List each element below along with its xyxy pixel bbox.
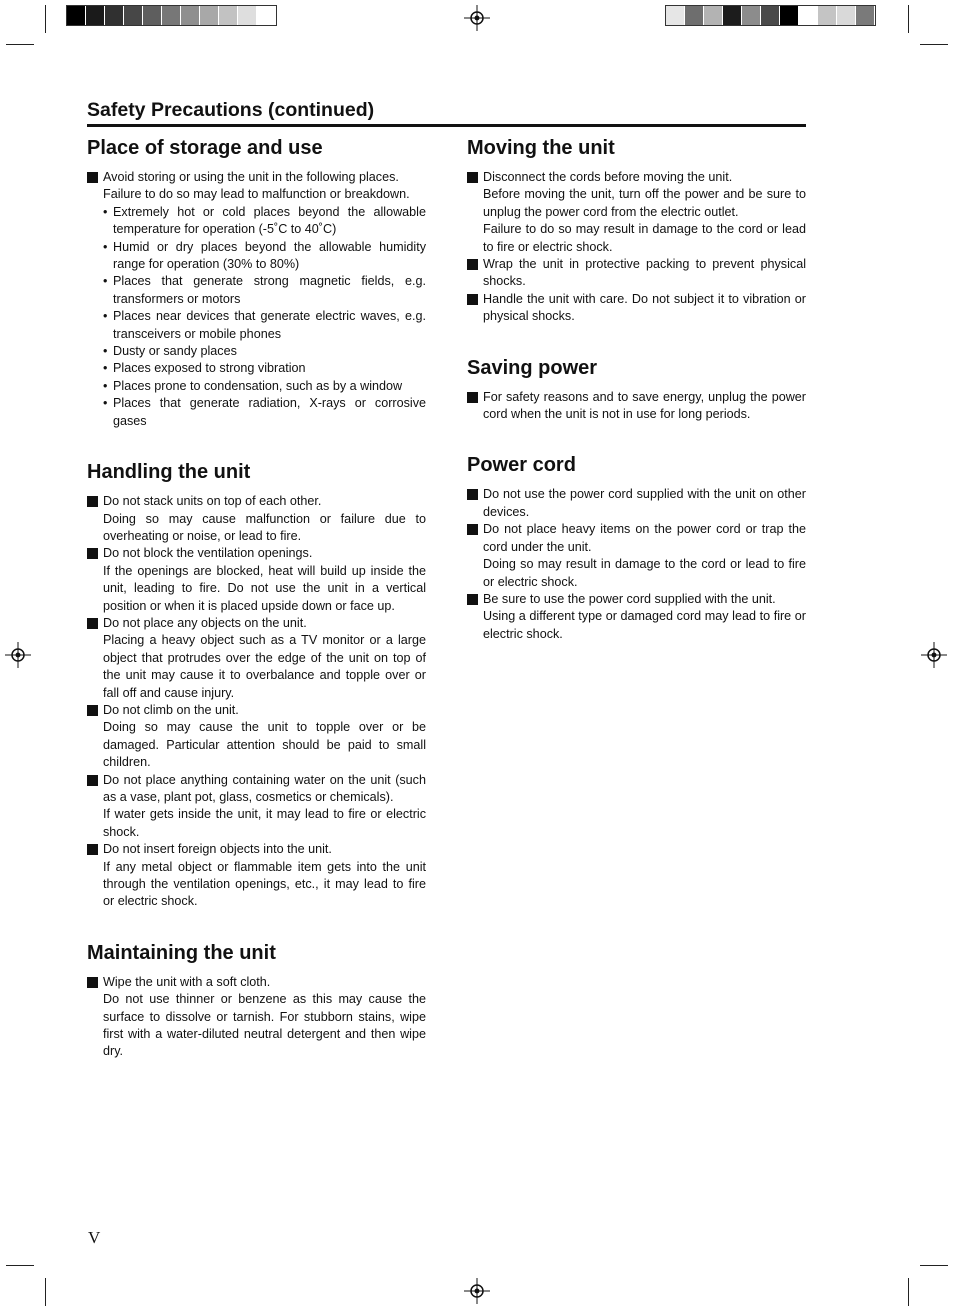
color-swatch [742, 6, 761, 25]
color-swatch [238, 6, 257, 25]
bullet-dot-icon: • [103, 361, 108, 376]
precaution-item [87, 841, 426, 911]
crop-mark [908, 1278, 909, 1306]
bullet-dot-icon: • [103, 274, 108, 289]
right-column [467, 136, 806, 673]
registration-mark-icon [920, 641, 948, 669]
crop-mark [6, 44, 34, 45]
list-item-text: Places prone to condensation, such as by a window [113, 378, 403, 393]
precaution-detail: Before moving the unit, turn off the power and be sure to unplug the power cord from the electric outlet. [483, 187, 806, 219]
precaution-lead: Do not place heavy items on the power cord or trap the cord under the unit. [483, 522, 806, 554]
color-calibration-strip-right [665, 5, 876, 26]
precaution-lead: Do not insert foreign objects into the unit. [103, 842, 332, 857]
precaution-item [87, 169, 426, 430]
list-item-text: Extremely hot or cold places beyond the allowable temperature for operation (-5˚C to 40˚C) [113, 204, 426, 237]
precaution-item [87, 772, 426, 842]
color-swatch [856, 6, 875, 25]
color-swatch [200, 6, 219, 25]
precaution-lead: Do not place anything containing water on the unit (such as a vase, plant pot, glass, cosmetics or chemicals). [103, 772, 426, 804]
registration-mark-icon [463, 1277, 491, 1305]
precaution-item [467, 521, 806, 591]
color-swatch [761, 6, 780, 25]
bullet-dot-icon: • [103, 239, 108, 254]
color-swatch [666, 6, 685, 25]
list-item [103, 204, 426, 239]
color-swatch [780, 6, 799, 25]
list-item [103, 343, 426, 360]
precaution-lead: Be sure to use the power cord supplied with the unit. [483, 591, 776, 606]
list-item [103, 239, 426, 274]
bullet-list [103, 204, 426, 430]
section-heading: Saving power [467, 356, 598, 379]
precaution-item [467, 291, 806, 326]
square-bullet-icon [467, 392, 478, 403]
precaution-detail: Failure to do so may result in damage to the cord or lead to fire or electric shock. [483, 222, 806, 254]
precaution-lead: For safety reasons and to save energy, unplug the power cord when the unit is not in use for long periods. [483, 389, 806, 422]
precaution-item [467, 591, 806, 643]
precaution-lead: Wrap the unit in protective packing to prevent physical shocks. [483, 257, 806, 289]
precaution-detail: Failure to do so may lead to malfunction or breakdown. [103, 187, 410, 202]
color-swatch [86, 6, 105, 25]
registration-mark-icon [4, 641, 32, 669]
precaution-item [87, 545, 426, 615]
section [87, 136, 426, 430]
color-swatch [799, 6, 818, 25]
section-heading: Handling the unit [87, 461, 251, 484]
precaution-lead: Do not place any objects on the unit. [103, 615, 307, 630]
crop-mark [45, 1278, 46, 1306]
section-heading: Place of storage and use [87, 137, 323, 159]
square-bullet-icon [467, 524, 478, 535]
color-swatch [704, 6, 723, 25]
crop-mark [908, 5, 909, 33]
registration-mark-icon [463, 4, 491, 32]
color-swatch [837, 6, 856, 25]
color-swatch [162, 6, 181, 25]
section-heading: Power cord [467, 454, 576, 477]
precaution-lead: Wipe the unit with a soft cloth. [103, 974, 271, 989]
list-item-text: Places that generate strong magnetic fields, e.g. transformers or motors [113, 274, 426, 306]
bullet-dot-icon: • [103, 309, 108, 324]
list-item-text: Humid or dry places beyond the allowable humidity range for operation (30% to 80%) [113, 239, 426, 272]
color-swatch [124, 6, 143, 25]
page-title: Safety Precautions (continued) [87, 99, 806, 127]
color-swatch [818, 6, 837, 25]
square-bullet-icon [87, 705, 98, 716]
section [467, 136, 806, 326]
precaution-lead: Do not climb on the unit. [103, 702, 239, 717]
bullet-dot-icon: • [103, 344, 108, 359]
color-swatch [105, 6, 124, 25]
crop-mark [920, 44, 948, 45]
precaution-item [467, 486, 806, 521]
precaution-item [467, 169, 806, 256]
precaution-item [87, 493, 426, 545]
section [467, 453, 806, 643]
precaution-detail: If water gets inside the unit, it may lead to fire or electric shock. [103, 807, 426, 839]
color-swatch [67, 6, 86, 25]
square-bullet-icon [87, 977, 98, 988]
left-column [87, 136, 426, 1091]
list-item [103, 308, 426, 343]
precaution-detail: Using a different type or damaged cord may lead to fire or electric shock. [483, 609, 806, 641]
color-swatch [143, 6, 162, 25]
page-number: V [88, 1228, 101, 1247]
bullet-dot-icon: • [103, 378, 108, 393]
precaution-detail: Doing so may cause the unit to topple over or be damaged. Particular attention should be paid to small children. [103, 720, 426, 770]
color-swatch [219, 6, 238, 25]
list-item-text: Places near devices that generate electric waves, e.g. transceivers or mobile phones [113, 309, 426, 341]
precaution-item [87, 974, 426, 1061]
list-item [103, 395, 426, 430]
square-bullet-icon [87, 172, 98, 183]
color-swatch [723, 6, 742, 25]
precaution-item [467, 389, 806, 424]
section [467, 356, 806, 424]
list-item [103, 360, 426, 377]
square-bullet-icon [87, 496, 98, 507]
precaution-lead: Handle the unit with care. Do not subject it to vibration or physical shocks. [483, 291, 806, 324]
precaution-lead: Avoid storing or using the unit in the following places. [103, 170, 399, 184]
precaution-lead: Do not block the ventilation openings. [103, 546, 313, 561]
bullet-dot-icon: • [103, 396, 108, 411]
section-heading: Moving the unit [467, 137, 615, 159]
precaution-item [87, 702, 426, 772]
precaution-detail: Placing a heavy object such as a TV monitor or a large object that protrudes over the edge of the unit on top of the unit may cause it to overbalance and topple over or fall off and cause injury. [103, 633, 426, 700]
color-swatch [181, 6, 200, 25]
list-item-text: Dusty or sandy places [113, 344, 237, 359]
section-heading: Maintaining the unit [87, 941, 276, 964]
precaution-detail: Doing so may result in damage to the cord or lead to fire or electric shock. [483, 557, 806, 589]
list-item [103, 273, 426, 308]
bullet-dot-icon: • [103, 204, 108, 219]
square-bullet-icon [87, 775, 98, 786]
precaution-detail: Do not use thinner or benzene as this may cause the surface to dissolve or tarnish. For stubborn stains, wipe first with a water-diluted neutral detergent and then wipe dry. [103, 992, 426, 1059]
list-item-text: Places that generate radiation, X-rays or corrosive gases [113, 396, 426, 428]
precaution-item [467, 256, 806, 291]
list-item [103, 378, 426, 395]
precaution-detail: If any metal object or flammable item gets into the unit through the ventilation openings, etc., it may lead to fire or electric shock. [103, 859, 426, 909]
precaution-lead: Disconnect the cords before moving the unit. [483, 170, 733, 184]
list-item-text: Places exposed to strong vibration [113, 361, 306, 376]
color-calibration-strip-left [66, 5, 277, 26]
section [87, 460, 426, 911]
square-bullet-icon [87, 618, 98, 629]
precaution-item [87, 615, 426, 702]
precaution-detail: If the openings are blocked, heat will build up inside the unit, leading to fire. Do not use the unit in a vertical position or when it is placed upside down or face up. [103, 563, 426, 613]
crop-mark [6, 1265, 34, 1266]
square-bullet-icon [87, 548, 98, 559]
square-bullet-icon [467, 172, 478, 183]
crop-mark [45, 5, 46, 33]
precaution-lead: Do not stack units on top of each other. [103, 494, 322, 509]
color-swatch [257, 6, 276, 25]
square-bullet-icon [467, 294, 478, 305]
square-bullet-icon [467, 489, 478, 500]
section [87, 941, 426, 1061]
precaution-lead: Do not use the power cord supplied with the unit on other devices. [483, 487, 806, 519]
square-bullet-icon [467, 259, 478, 270]
square-bullet-icon [87, 844, 98, 855]
precaution-detail: Doing so may cause malfunction or failure due to overheating or noise, or lead to fire. [103, 511, 426, 543]
color-swatch [685, 6, 704, 25]
crop-mark [920, 1265, 948, 1266]
square-bullet-icon [467, 594, 478, 605]
